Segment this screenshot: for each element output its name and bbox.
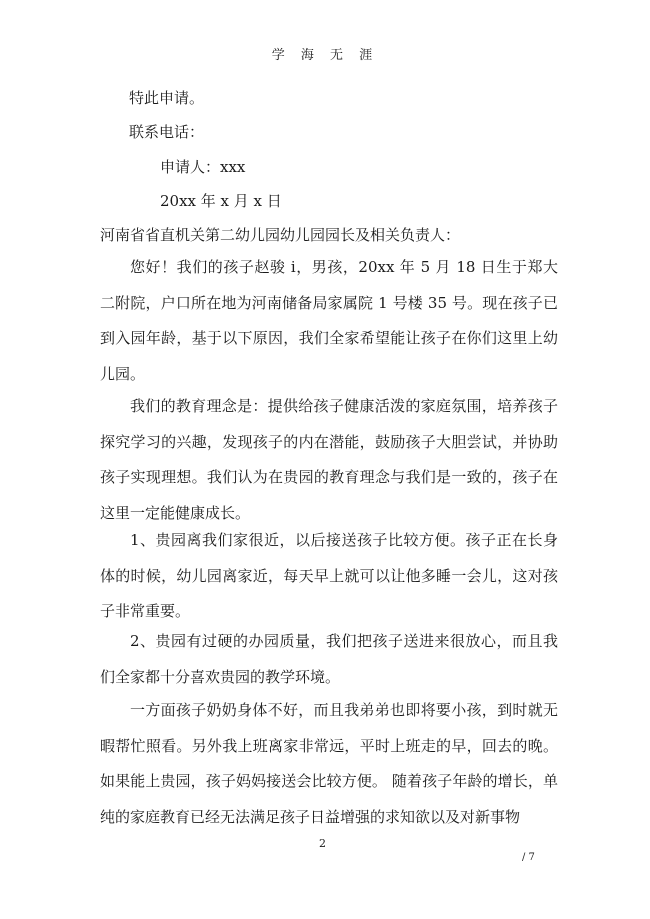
closing-line: 特此申请。 — [129, 89, 205, 107]
page-number: 2 — [319, 837, 326, 850]
body-paragraph: 一方面孩子奶奶身体不好，而且我弟弟也即将要小孩，到时就无暇帮忙照看。另外我上班离家非常远，平时上班走的早，回去的晚。如果能上贵园，孩子妈妈接送会比较方便。 随着孩子年龄的增长，单纯的家庭教育已经无法满足孩子日益增强的求知欲以及对新事物 — [100, 701, 558, 826]
page-header: 学 海 无 涯 — [271, 48, 379, 63]
applicant-line: 申请人：xxx — [160, 158, 246, 176]
date-line: 20xx 年 x 月 x 日 — [160, 192, 282, 210]
body-paragraph: 2、贵园有过硬的办园质量，我们把孩子送进来很放心，而且我们全家都十分喜欢贵园的教学环境。 — [100, 632, 558, 686]
page-total: / 7 — [522, 852, 535, 863]
phone-label: 联系电话： — [129, 123, 205, 141]
body-paragraph: 您好！我们的孩子赵骏 i，男孩，20xx 年 5 月 18 日生于郑大二附院，户口所在地为河南储备局家属院 1 号楼 35 号。现在孩子已到入园年龄，基于以下原因，我们全家希望能让孩子在你们这里上幼儿园。 — [100, 258, 558, 383]
body-paragraph: 我们的教育理念是：提供给孩子健康活泼的家庭氛围，培养孩子探究学习的兴趣，发现孩子的内在潜能，鼓励孩子大胆尝试，并协助孩子实现理想。我们认为在贵园的教育理念与我们是一致的，孩子在这里一定能健康成长。 — [100, 397, 558, 522]
body-paragraph: 1、贵园离我们家很近，以后接送孩子比较方便。孩子正在长身体的时候，幼儿园离家近，每天早上就可以让他多睡一会儿，这对孩子非常重要。 — [100, 531, 558, 620]
addressee-line: 河南省省直机关第二幼儿园幼儿园园长及相关负责人： — [100, 226, 461, 244]
